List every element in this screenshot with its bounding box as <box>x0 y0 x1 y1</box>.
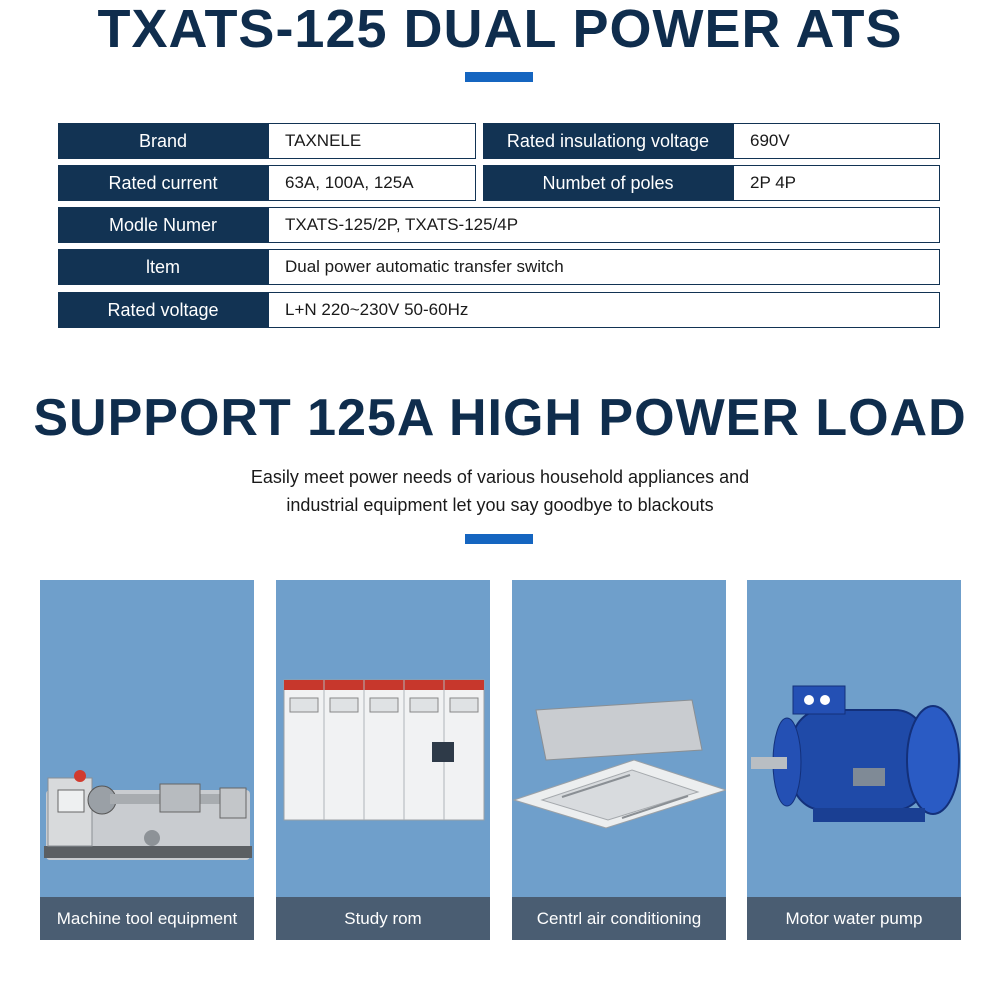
application-caption: Machine tool equipment <box>40 897 254 940</box>
spec-label-insulation: Rated insulationg voltage <box>483 123 733 159</box>
application-caption: Motor water pump <box>747 897 961 940</box>
application-card-motor-pump <box>747 580 961 940</box>
switchgear-cabinet-illustration <box>276 650 490 920</box>
ceiling-ac-unit-illustration <box>512 650 726 920</box>
spec-label-voltage: Rated voltage <box>58 292 268 328</box>
spec-value-brand: TAXNELE <box>268 123 476 159</box>
spec-value-insulation: 690V <box>733 123 940 159</box>
feature-description-line-2: industrial equipment let you say goodbye to blackouts <box>286 495 714 515</box>
spec-row-current <box>58 165 476 201</box>
application-card-air-conditioning <box>512 580 726 940</box>
spec-label-poles: Numbet of poles <box>483 165 733 201</box>
application-card-machine-tool <box>40 580 254 940</box>
spec-value-voltage: L+N 220~230V 50-60Hz <box>268 292 940 328</box>
electric-motor-illustration <box>747 650 961 920</box>
spec-value-current: 63A, 100A, 125A <box>268 165 476 201</box>
spec-label-current: Rated current <box>58 165 268 201</box>
feature-description-line-1: Easily meet power needs of various household appliances and <box>250 467 750 487</box>
application-caption: Centrl air conditioning <box>512 897 726 940</box>
spec-value-poles: 2P 4P <box>733 165 940 201</box>
page-title: TXATS-125 DUAL POWER ATS <box>97 0 903 59</box>
spec-row-item <box>58 249 940 285</box>
spec-label-model: Modle Numer <box>58 207 268 243</box>
spec-row-insulation <box>483 123 940 159</box>
spec-label-item: ltem <box>58 249 268 285</box>
feature-headline: SUPPORT 125A HIGH POWER LOAD <box>33 389 967 447</box>
application-card-study-room <box>276 580 490 940</box>
spec-row-brand <box>58 123 476 159</box>
title-underline <box>465 72 533 82</box>
lathe-illustration <box>40 650 254 920</box>
spec-label-brand: Brand <box>58 123 268 159</box>
spec-row-voltage <box>58 292 940 328</box>
spec-row-poles <box>483 165 940 201</box>
spec-value-model: TXATS-125/2P, TXATS-125/4P <box>268 207 940 243</box>
spec-row-model <box>58 207 940 243</box>
feature-description <box>0 463 1000 519</box>
feature-underline <box>465 534 533 544</box>
application-caption: Study rom <box>276 897 490 940</box>
spec-value-item: Dual power automatic transfer switch <box>268 249 940 285</box>
